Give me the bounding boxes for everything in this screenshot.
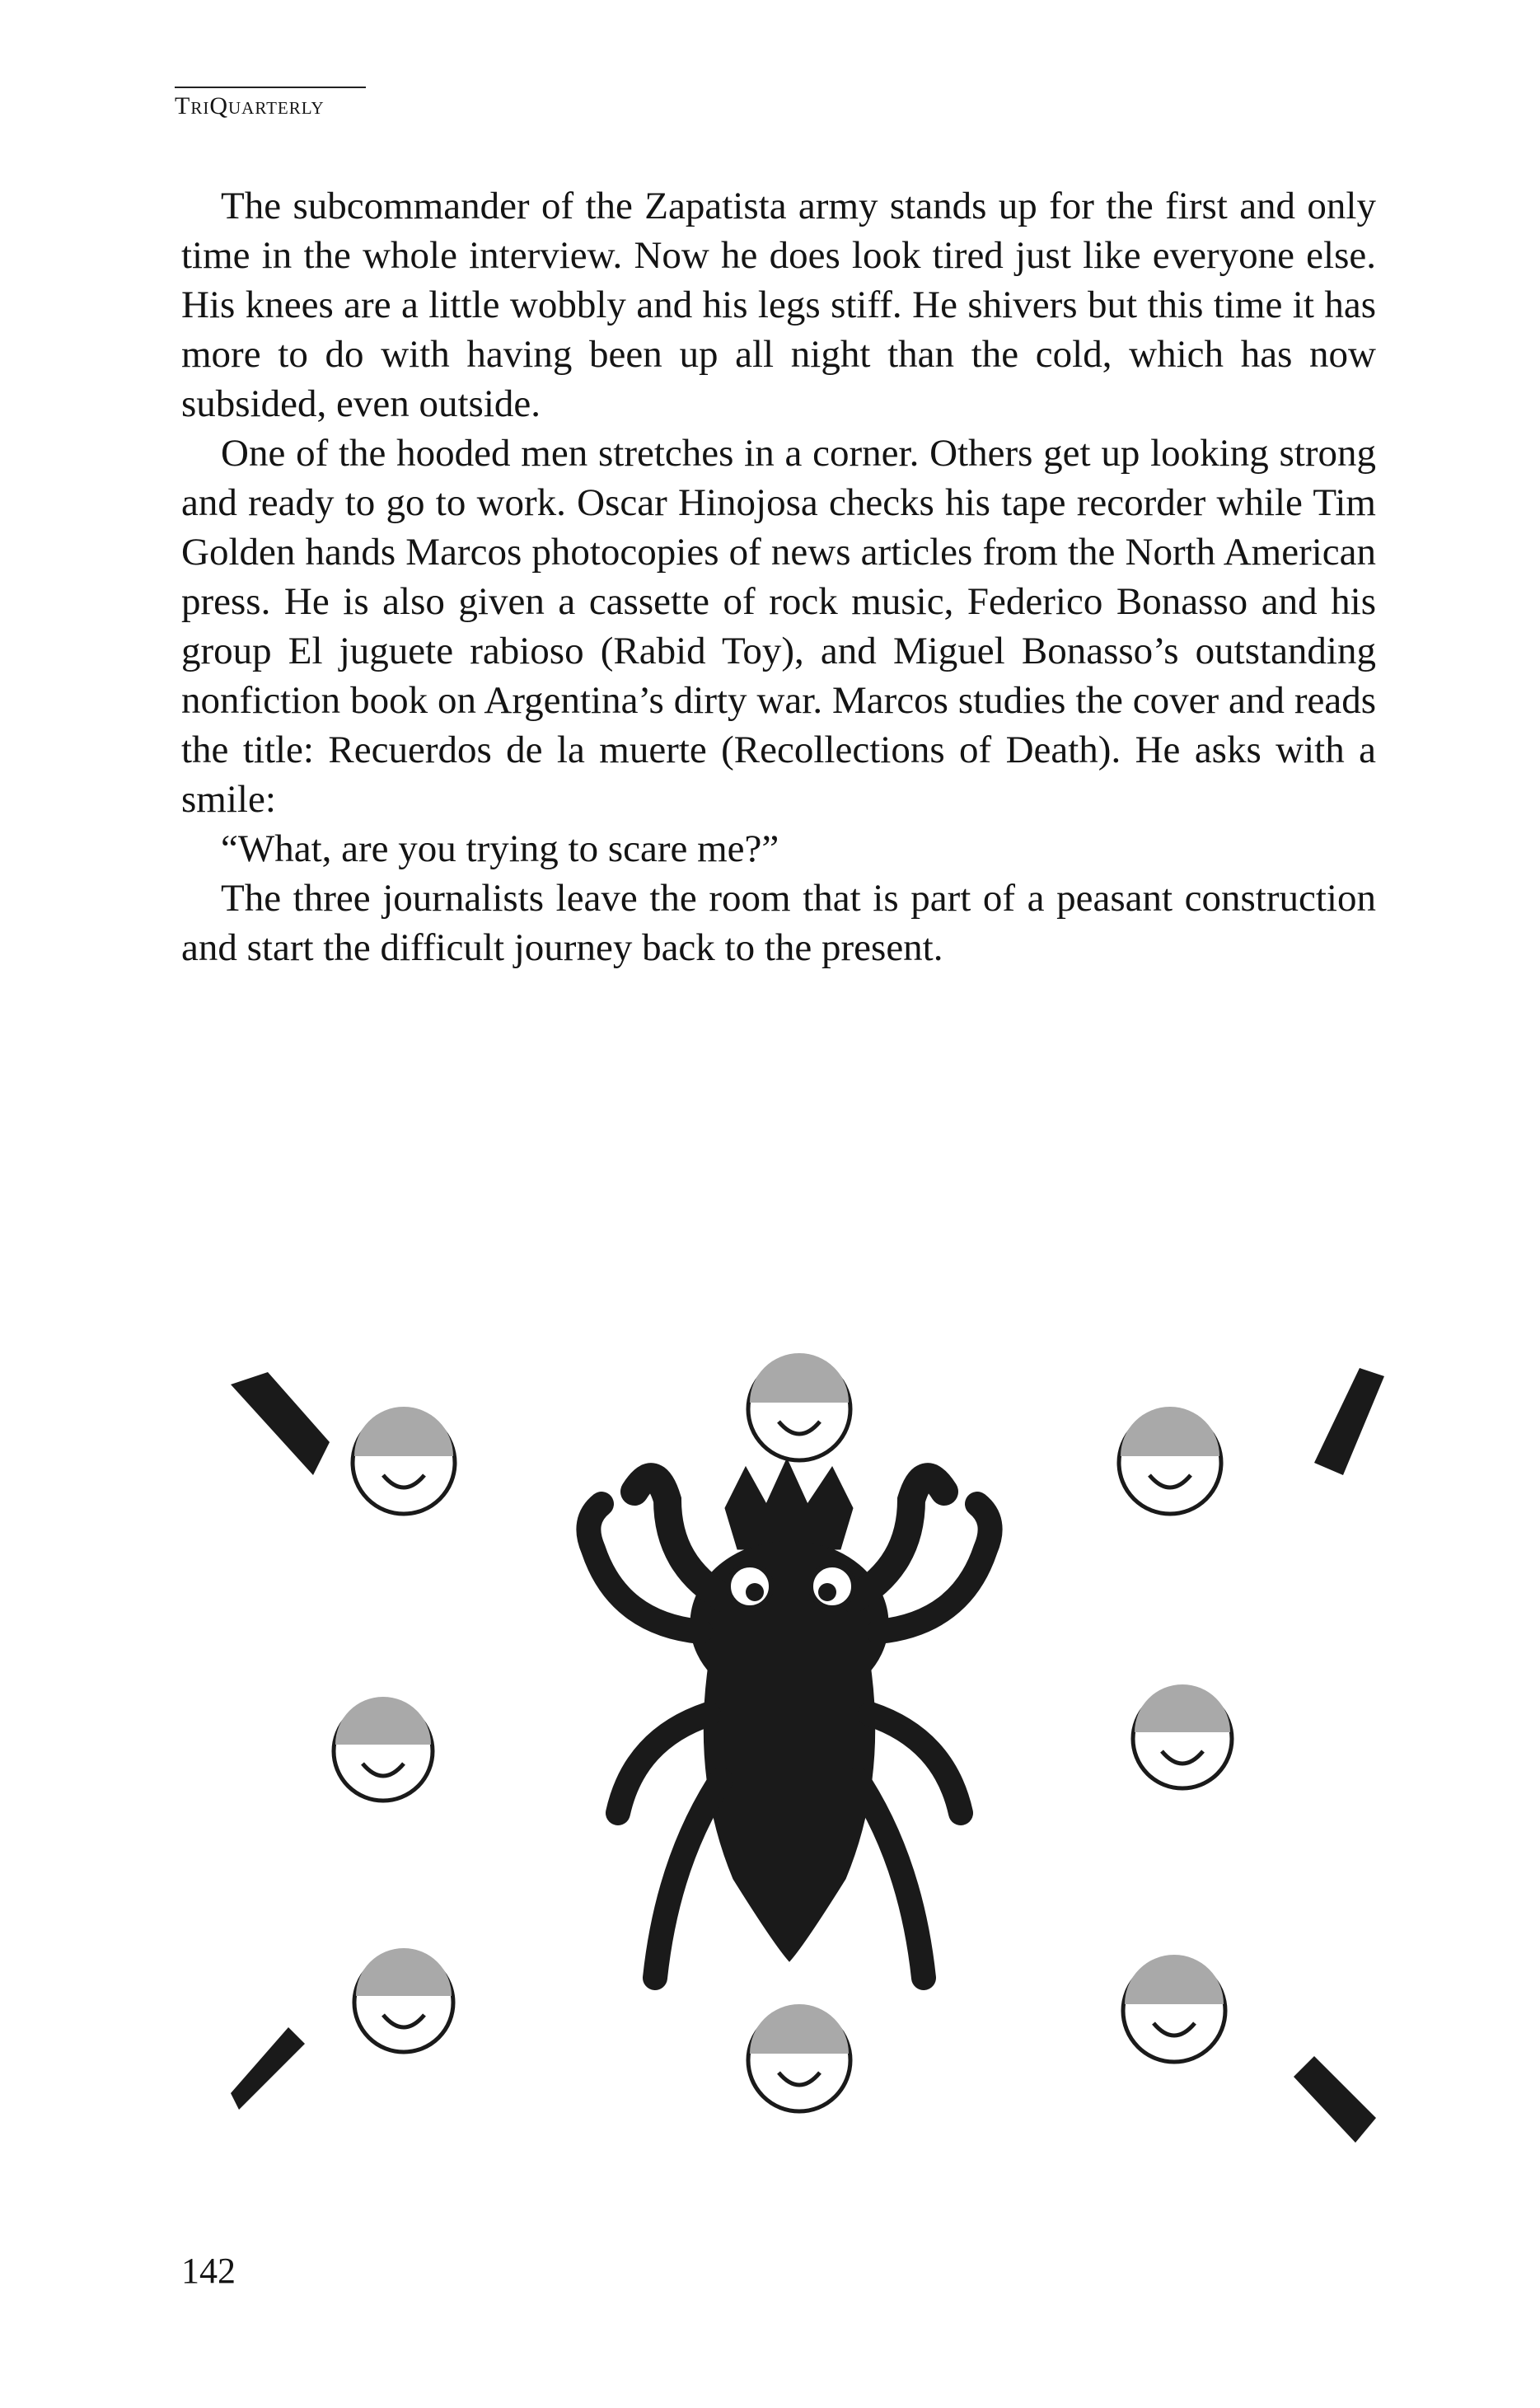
running-head: TriQuarterly <box>175 92 325 119</box>
corner-dash-bottom-right <box>1294 2056 1376 2143</box>
paragraph: The subcommander of the Zapatista army stands up for the first and only time in the whole interview. Now he does look tired just like everyone else. His knees are a little wobbly and his legs stiff. He shivers but this time it has more to do with having been up all night than the cold, which has now subsided, even outside. <box>181 185 1376 425</box>
eye-icon <box>1133 1684 1232 1788</box>
article-body <box>181 181 1376 972</box>
eye-icon <box>334 1697 433 1801</box>
corner-dash-top-left <box>231 1372 330 1475</box>
eye-icon <box>353 1407 455 1514</box>
eye-icon <box>1119 1407 1221 1514</box>
eye-icon <box>748 1353 850 1460</box>
paragraph: One of the hooded men stretches in a corner. Others get up looking strong and ready to go to work. Oscar Hinojosa checks his tape recorder while Tim Golden hands Marcos photocopies of news articles from the North American press. He is also given a cassette of rock music, Federico Bonasso and his group El juguete rabioso (Rabid Toy), and Miguel Bonasso’s outstanding nonfiction book on Argentina’s dirty war. Marcos studies the cover and reads the title: Recuerdos de la muerte (Recollections of Death). He asks with a smile: <box>181 432 1376 821</box>
eye-icon <box>354 1948 453 2052</box>
eye-icon <box>748 2004 850 2111</box>
paragraph: “What, are you trying to scare me?” <box>221 827 779 870</box>
eye-icon <box>1123 1955 1225 2062</box>
page-number: 142 <box>181 2251 236 2291</box>
beetle-icon <box>588 1459 990 1978</box>
corner-dash-bottom-left <box>231 2027 305 2110</box>
beetle-illustration <box>206 1352 1393 2176</box>
header-rule <box>175 87 366 88</box>
corner-dash-top-right <box>1314 1368 1384 1475</box>
paragraph: The three journalists leave the room that is part of a peasant construction and start the difficult journey back to the present. <box>181 877 1376 969</box>
